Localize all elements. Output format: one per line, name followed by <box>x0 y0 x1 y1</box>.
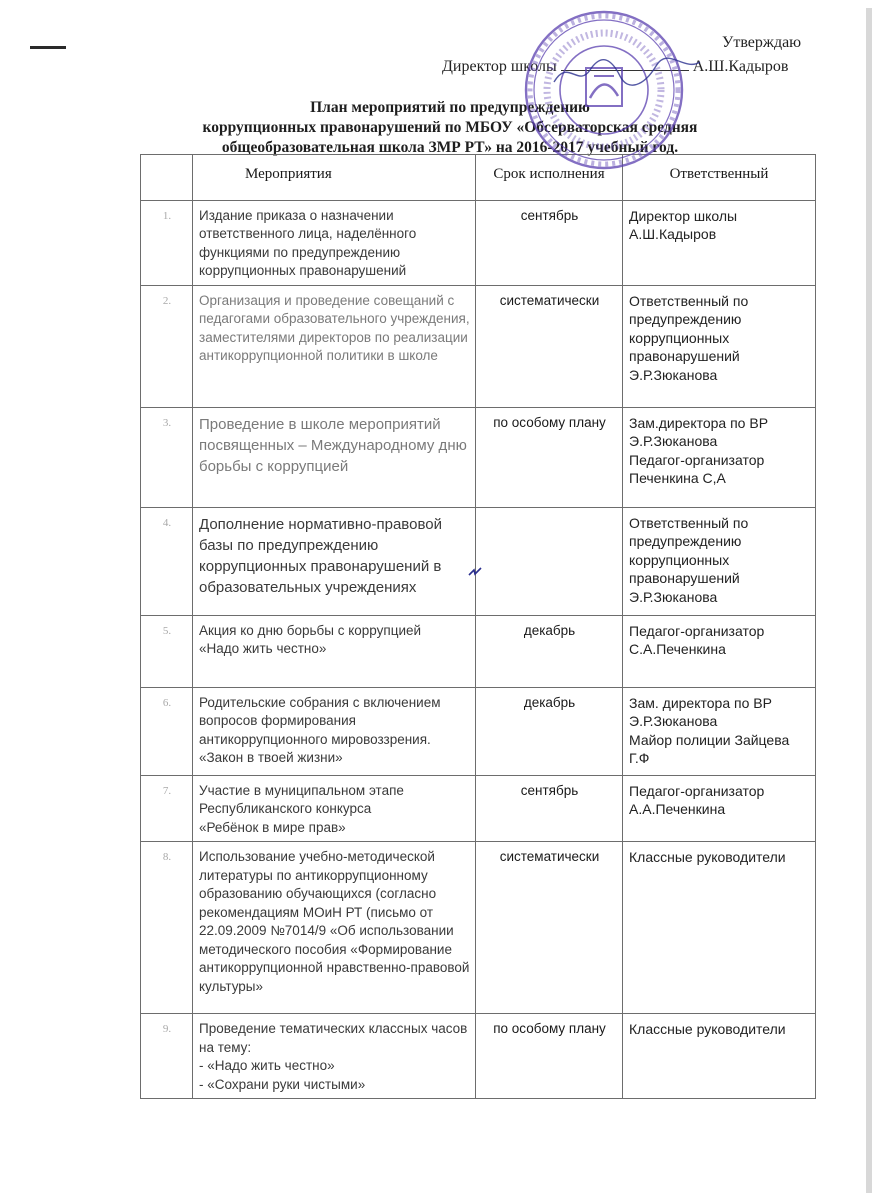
row-activity: Использование учебно-методической литературы по антикоррупционному образованию обучающихся (согласно рекомендациям МОиН РТ (письмо от 22.09.2009 №7014/9 «Об использовании методического пособия «Формирование антикоррупционной нравственно-правовой культуры» <box>193 842 476 1014</box>
row-activity: Проведение в школе мероприятий посвященных – Международному дню борьбы с коррупцией <box>193 407 476 507</box>
table-row <box>141 507 816 615</box>
row-term: систематически <box>476 842 623 1014</box>
title-line-1: План мероприятий по предупреждению <box>310 99 590 116</box>
header-term: Срок исполнения <box>476 155 623 201</box>
plan-table <box>140 154 816 1099</box>
row-responsible: Зам. директора по ВР Э.Р.Зюканова Майор полиции Зайцева Г.Ф <box>623 687 816 775</box>
header-responsible: Ответственный <box>623 155 816 201</box>
row-responsible: Директор школы А.Ш.Кадыров <box>623 200 816 285</box>
approve-label: Утверждаю <box>722 34 802 51</box>
table-row <box>141 285 816 407</box>
row-number: 1. <box>141 200 193 285</box>
row-number: 3. <box>141 407 193 507</box>
row-term: сентябрь <box>476 775 623 842</box>
row-responsible: Ответственный по предупреждению коррупционных правонарушений Э.Р.Зюканова <box>623 285 816 407</box>
scan-edge-shadow <box>866 8 872 1193</box>
table-row <box>141 687 816 775</box>
title-line-2: коррупционных правонарушений по МБОУ «Обсерваторская средняя <box>202 119 698 136</box>
pen-check-mark-icon <box>468 566 482 578</box>
row-number: 6. <box>141 687 193 775</box>
table-row <box>141 842 816 1014</box>
row-activity: Дополнение нормативно-правовой базы по предупреждению коррупционных правонарушений в образовательных учреждениях <box>193 507 476 615</box>
row-activity: Организация и проведение совещаний с педагогами образовательного учреждения, заместителями директоров по реализации антикоррупционной политики в школе <box>193 285 476 407</box>
row-number: 2. <box>141 285 193 407</box>
row-term: систематически <box>476 285 623 407</box>
row-term <box>476 507 623 615</box>
table-row <box>141 200 816 285</box>
table-header-row <box>141 155 816 201</box>
table-row <box>141 775 816 842</box>
title-line-3: общеобразовательная школа ЗМР РТ» на 2016-2017 учебный год. <box>221 139 679 156</box>
row-activity: Участие в муниципальном этапе Республиканского конкурса «Ребёнок в мире прав» <box>193 775 476 842</box>
director-name: А.Ш.Кадыров <box>692 58 789 75</box>
row-responsible: Ответственный по предупреждению коррупционных правонарушений Э.Р.Зюканова <box>623 507 816 615</box>
row-number: 8. <box>141 842 193 1014</box>
row-activity: Проведение тематических классных часов на тему: - «Надо жить честно» - «Сохрани руки чистыми» <box>193 1014 476 1099</box>
row-activity: Акция ко дню борьбы с коррупцией «Надо жить честно» <box>193 615 476 687</box>
row-term: по особому плану <box>476 407 623 507</box>
row-term: по особому плану <box>476 1014 623 1099</box>
table-row <box>141 407 816 507</box>
table-row <box>141 1014 816 1099</box>
row-responsible: Педагог-организатор С.А.Печенкина <box>623 615 816 687</box>
row-activity: Родительские собрания с включением вопросов формирования антикоррупционного мировоззрения. «Закон в твоей жизни» <box>193 687 476 775</box>
row-number: 7. <box>141 775 193 842</box>
row-responsible: Педагог-организатор А.А.Печенкина <box>623 775 816 842</box>
row-responsible: Классные руководители <box>623 1014 816 1099</box>
scan-artifact-mark <box>30 46 66 49</box>
row-responsible: Зам.директора по ВР Э.Р.Зюканова Педагог-организатор Печенкина С,А <box>623 407 816 507</box>
header-activity: Мероприятия <box>193 155 476 201</box>
table-row <box>141 615 816 687</box>
row-term: декабрь <box>476 687 623 775</box>
row-number: 5. <box>141 615 193 687</box>
director-signature-icon <box>548 52 708 92</box>
header-num <box>141 155 193 201</box>
row-term: сентябрь <box>476 200 623 285</box>
row-responsible: Классные руководители <box>623 842 816 1014</box>
director-label: Директор школы <box>442 58 557 75</box>
row-activity: Издание приказа о назначении ответственного лица, наделённого функциями по предупреждению коррупционных правонарушений <box>193 200 476 285</box>
row-term: декабрь <box>476 615 623 687</box>
row-number: 9. <box>141 1014 193 1099</box>
row-number: 4. <box>141 507 193 615</box>
